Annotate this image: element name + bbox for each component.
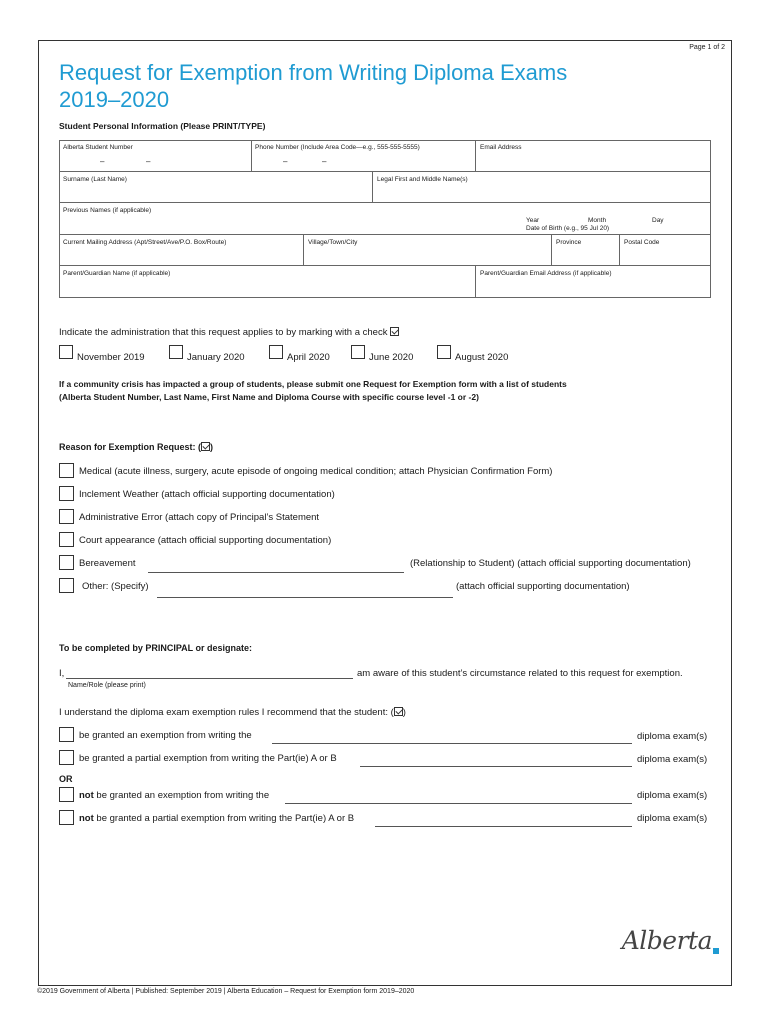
dob-label: Date of Birth (e.g., 95 Jul 20): [526, 225, 610, 232]
asn-dash-2: –: [146, 157, 151, 166]
postal-code-label: Postal Code: [624, 239, 660, 246]
address-label: Current Mailing Address (Apt/Street/Ave/P.O. Box/Route): [63, 239, 227, 246]
postal-code-field[interactable]: [619, 234, 711, 266]
given-name-label: Legal First and Middle Name(s): [377, 176, 468, 183]
checkbox-not-grant-exemption[interactable]: [59, 787, 74, 802]
diploma-exams-3: diploma exam(s): [637, 790, 708, 801]
checkbox-court-appearance[interactable]: [59, 532, 74, 547]
check-symbol-icon: [390, 327, 399, 336]
province-label: Province: [556, 239, 582, 246]
asn-label: Alberta Student Number: [63, 144, 133, 151]
dob-year-label: Year: [526, 217, 540, 224]
dob-day-label: Day: [652, 217, 664, 224]
checkbox-grant-exemption[interactable]: [59, 727, 74, 742]
option-grant-exemption: be granted an exemption from writing the: [79, 730, 252, 741]
previous-names-field[interactable]: [59, 202, 711, 235]
crisis-note-line-2: (Alberta Student Number, Last Name, First Name and Diploma Course with specific course level -1 or -2): [59, 392, 479, 402]
principal-i-label: I,: [59, 668, 65, 679]
check-symbol-icon: [201, 442, 210, 451]
option-not-grant-exemption: [79, 790, 269, 801]
address-field[interactable]: [59, 234, 304, 266]
checkbox-grant-partial[interactable]: [59, 750, 74, 765]
not-word: not: [79, 790, 94, 801]
principal-name-role-label: Name/Role (please print): [68, 682, 146, 689]
principal-name-line[interactable]: [66, 678, 353, 679]
administration-instruction: [59, 327, 399, 338]
footer: ©2019 Government of Alberta | Published: September 2019 | Alberta Education – Request for Exemption form 2019–2020: [37, 988, 415, 995]
principal-aware-text: am aware of this student’s circumstance related to this request for exemption.: [357, 668, 683, 679]
title-line-2: 2019–2020: [59, 87, 170, 112]
or-label: OR: [59, 774, 73, 784]
checkbox-administrative-error[interactable]: [59, 509, 74, 524]
guardian-name-label: Parent/Guardian Name (if applicable): [63, 270, 171, 277]
checkbox-medical[interactable]: [59, 463, 74, 478]
reason-heading-close: ): [210, 442, 214, 452]
bereavement-relationship-line[interactable]: [148, 572, 404, 573]
option-november-2019: November 2019: [77, 352, 145, 363]
checkbox-inclement-weather[interactable]: [59, 486, 74, 501]
check-symbol-icon: [394, 707, 403, 716]
option-april-2020: April 2020: [287, 352, 330, 363]
dob-month-label: Month: [588, 217, 607, 224]
village-field[interactable]: [303, 234, 552, 266]
surname-label: Surname (Last Name): [63, 176, 127, 183]
phone-dash-1: –: [283, 157, 288, 166]
not-grant-exemption-line[interactable]: [285, 803, 632, 804]
understand-text: I understand the diploma exam exemption rules I recommend that the student: (: [59, 707, 394, 718]
phone-dash-2: –: [322, 157, 327, 166]
surname-field[interactable]: [59, 171, 373, 203]
option-june-2020: June 2020: [369, 352, 414, 363]
other-suffix: (attach official supporting documentation): [456, 581, 630, 592]
bereavement-suffix: (Relationship to Student) (attach official supporting documentation): [410, 558, 691, 569]
checkbox-other[interactable]: [59, 578, 74, 593]
principal-heading: To be completed by PRINCIPAL or designate:: [59, 643, 253, 653]
option-not-grant-exemption-text: be granted an exemption from writing the: [93, 790, 270, 801]
reason-other: Other: (Specify): [82, 581, 149, 592]
checkbox-april-2020[interactable]: [269, 345, 283, 359]
checkbox-august-2020[interactable]: [437, 345, 451, 359]
reason-heading-text: Reason for Exemption Request: (: [59, 442, 202, 452]
form-title: [59, 59, 567, 113]
alberta-logo-square: [713, 948, 719, 954]
other-specify-line[interactable]: [157, 597, 453, 598]
grant-partial-line[interactable]: [360, 766, 632, 767]
diploma-exams-1: diploma exam(s): [637, 731, 708, 742]
reason-medical: Medical (acute illness, surgery, acute episode of ongoing medical condition; attach Physician Confirmation Form): [79, 466, 553, 477]
option-grant-partial: be granted a partial exemption from writing the Part(ie) A or B: [79, 753, 337, 764]
reason-bereavement: Bereavement: [79, 558, 136, 569]
option-not-grant-partial-text: be granted a partial exemption from writing the Part(ie) A or B: [93, 813, 355, 824]
guardian-email-field[interactable]: [475, 265, 711, 298]
not-word: not: [79, 813, 94, 824]
reason-inclement-weather: Inclement Weather (attach official supporting documentation): [79, 489, 335, 500]
not-grant-partial-line[interactable]: [375, 826, 632, 827]
guardian-email-label: Parent/Guardian Email Address (if applicable): [480, 270, 612, 277]
diploma-exams-4: diploma exam(s): [637, 813, 708, 824]
checkbox-november-2019[interactable]: [59, 345, 73, 359]
grant-exemption-line[interactable]: [272, 743, 632, 744]
understand-close: ): [402, 707, 406, 718]
alberta-logo: Alberta: [621, 926, 712, 955]
page-number: Page 1 of 2: [689, 44, 725, 51]
option-january-2020: January 2020: [187, 352, 245, 363]
option-not-grant-partial: [79, 813, 354, 824]
reason-administrative-error: Administrative Error (attach copy of Principal’s Statement: [79, 512, 320, 523]
crisis-note-line-1: If a community crisis has impacted a group of students, please submit one Request for Exemption form with a list of students: [59, 379, 567, 389]
checkbox-january-2020[interactable]: [169, 345, 183, 359]
email-field[interactable]: [475, 140, 711, 172]
diploma-exams-2: diploma exam(s): [637, 754, 708, 765]
previous-names-label: Previous Names (if applicable): [63, 207, 152, 214]
checkbox-june-2020[interactable]: [351, 345, 365, 359]
village-label: Village/Town/City: [308, 239, 358, 246]
title-line-1: Request for Exemption from Writing Diploma Exams: [59, 60, 568, 85]
phone-field[interactable]: [251, 140, 476, 172]
asn-field[interactable]: [59, 140, 252, 172]
phone-label: Phone Number (Include Area Code—e.g., 555-555-5555): [255, 144, 420, 151]
email-label: Email Address: [480, 144, 522, 151]
option-august-2020: August 2020: [455, 352, 509, 363]
personal-info-heading: Student Personal Information (Please PRINT/TYPE): [59, 121, 266, 131]
province-field[interactable]: [551, 234, 620, 266]
administration-instruction-text: Indicate the administration that this request applies to by marking with a check: [59, 327, 388, 338]
checkbox-bereavement[interactable]: [59, 555, 74, 570]
reason-court-appearance: Court appearance (attach official supporting documentation): [79, 535, 332, 546]
reason-heading: [59, 442, 213, 452]
asn-dash-1: –: [100, 157, 105, 166]
crisis-note: [59, 378, 567, 404]
understand-statement: [59, 707, 406, 718]
guardian-name-field[interactable]: [59, 265, 476, 298]
checkbox-not-grant-partial[interactable]: [59, 810, 74, 825]
given-name-field[interactable]: [372, 171, 711, 203]
